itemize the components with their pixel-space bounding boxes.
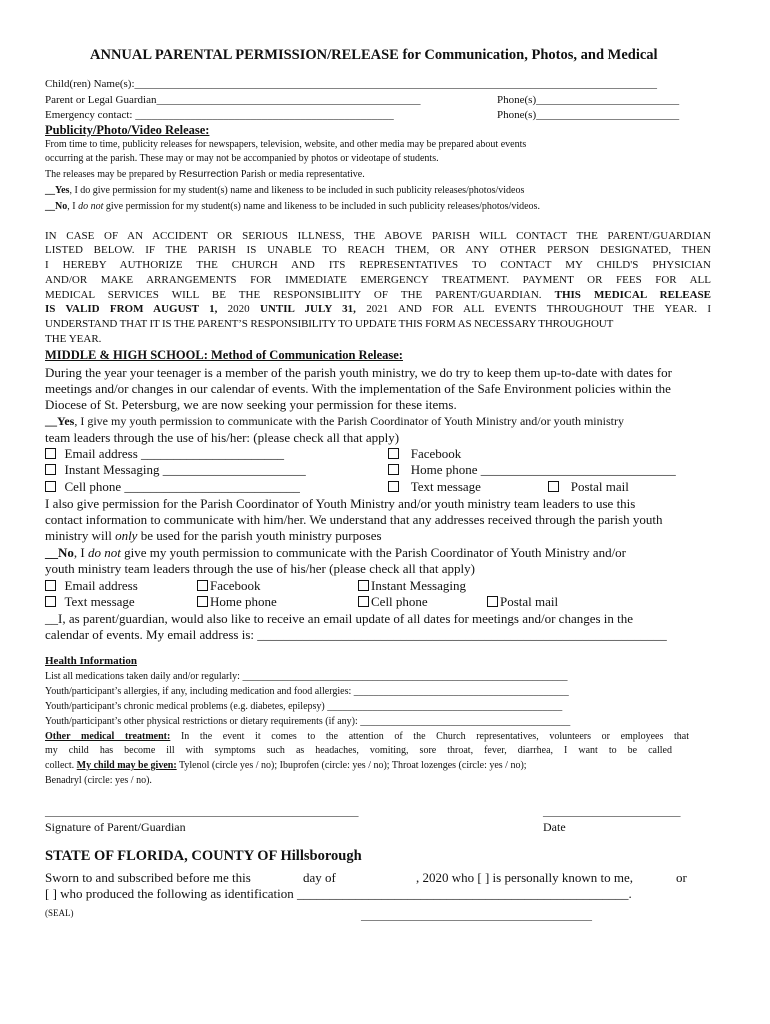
notary-heading: STATE OF FLORIDA, COUNTY OF Hillsborough	[45, 848, 362, 864]
checkbox-icon[interactable]	[45, 580, 56, 591]
parent-phone-field[interactable]: Phone(s)__________________________	[497, 94, 680, 106]
chronic-problems-field[interactable]: Youth/participant’s chronic medical problems (e.g. diabetes, epilepsy) _______________________________________________	[45, 701, 563, 712]
medical-text-2: LISTED BELOW. IF THE PARISH IS UNABLE TO REACH THEM, OR ANY OTHER PERSON DESIGNATED, THEN	[45, 244, 711, 256]
checkbox-icon[interactable]	[388, 464, 399, 475]
yes-text-checkbox[interactable]: Text message	[388, 479, 481, 495]
other-treatment-1: Other medical treatment: In the event it comes to the attention of the Church representatives, volunteers or employees that	[45, 731, 689, 742]
email-address-field[interactable]: calendar of events. My email address is: _______________________________________________________________	[45, 627, 667, 642]
checkbox-icon[interactable]	[45, 448, 56, 459]
checkbox-icon[interactable]	[388, 481, 399, 492]
communication-text-2: meetings and/or changes in our calendar of events. With the implementation of the Safe Environment policies within the	[45, 381, 671, 396]
yes-cell-checkbox[interactable]: Cell phone ___________________________	[45, 479, 300, 495]
yes-facebook-checkbox[interactable]: Facebook	[388, 446, 461, 462]
medical-text-3: I HEREBY AUTHORIZE THE CHURCH AND ITS REPRESENTATIVES TO CONTACT MY CHILD'S PHYSICIAN	[45, 259, 711, 271]
other-treatment-4: Benadryl (circle: yes / no).	[45, 775, 152, 786]
checkbox-icon[interactable]	[197, 580, 208, 591]
communication-text-1: During the year your teenager is a member of the parish youth ministry, we do try to keep them up-to-date with dates for	[45, 365, 672, 380]
sworn-text-b: day of	[303, 870, 336, 885]
health-heading: Health Information	[45, 655, 137, 667]
publicity-yes-option[interactable]: __Yes, I do give permission for my student(s) name and likeness to be included in such publicity releases/photos/videos	[45, 185, 525, 196]
page-title: ANNUAL PARENTAL PERMISSION/RELEASE for Communication, Photos, and Medical	[90, 47, 658, 63]
communication-no-text-2: youth ministry team leaders through the use of his/her (please check all that apply)	[45, 561, 475, 576]
publicity-no-option[interactable]: __No, I do not give permission for my student(s) name and likeness to be included in such publicity releases/photos/videos.	[45, 201, 540, 212]
emergency-contact-field[interactable]: Emergency contact: _______________________________________________	[45, 109, 394, 121]
signature-line[interactable]: _________________________________________________________	[45, 806, 359, 818]
checkbox-icon[interactable]	[358, 596, 369, 607]
other-treatment-3: collect. My child may be given: Tylenol (circle yes / no); Ibuprofen (circle: yes / no); Throat lozenges (circle: yes / no);	[45, 760, 527, 771]
medications-field[interactable]: List all medications taken daily and/or regularly: _________________________________________________________________	[45, 671, 568, 682]
no-im-checkbox[interactable]: Instant Messaging	[358, 578, 466, 594]
no-homephone-checkbox[interactable]: Home phone	[197, 594, 277, 610]
publicity-text-3: The releases may be prepared by Resurrection Parish or media representative.	[45, 168, 365, 180]
identification-field[interactable]: [ ] who produced the following as identification ___________________________________________________.	[45, 886, 632, 901]
sworn-text-d: or	[676, 870, 687, 885]
publicity-text-2: occurring at the parish. These may or may not be accompanied by photos or videotape of students.	[45, 153, 439, 164]
email-update-option[interactable]: __I, as parent/guardian, would also like to receive an email update of all dates for meetings and/or changes in the	[45, 611, 634, 626]
no-cell-checkbox[interactable]: Cell phone	[358, 594, 428, 610]
date-line[interactable]: _________________________	[543, 806, 681, 818]
restrictions-field[interactable]: Youth/participant’s other physical restrictions or dietary requirements (if any): __________________________________________	[45, 716, 571, 727]
medical-text-8: THE YEAR.	[45, 333, 102, 345]
allergies-field[interactable]: Youth/participant’s allergies, if any, including medication and food allergies: ___________________________________________	[45, 686, 569, 697]
communication-text-3: Diocese of St. Petersburg, we are now seeking your permission for these items.	[45, 397, 457, 412]
other-treatment-2: my child has become ill with symptoms such as headaches, vomiting, sore throat, fever, diarrhea, I want to be called	[45, 745, 672, 756]
communication-also-2: contact information to communicate with him/her. We understand that any addresses received through the parish youth	[45, 512, 663, 527]
yes-postal-checkbox[interactable]: Postal mail	[548, 479, 629, 495]
communication-yes-text-2: team leaders through the use of his/her: (please check all that apply)	[45, 430, 400, 445]
yes-im-checkbox[interactable]: Instant Messaging ______________________	[45, 462, 306, 478]
checkbox-icon[interactable]	[45, 596, 56, 607]
checkbox-icon[interactable]	[388, 448, 399, 459]
no-text-checkbox[interactable]: Text message	[45, 594, 135, 610]
sworn-text-a: Sworn to and subscribed before me this	[45, 870, 251, 885]
communication-also-1: I also give permission for the Parish Coordinator of Youth Ministry and/or youth ministry team leaders to use this	[45, 496, 636, 511]
seal-label: (SEAL)	[45, 908, 74, 918]
yes-homephone-checkbox[interactable]: Home phone ______________________________	[388, 462, 676, 478]
medical-text-1: IN CASE OF AN ACCIDENT OR SERIOUS ILLNESS, THE ABOVE PARISH WILL CONTACT THE PARENT/GUARDIAN	[45, 230, 711, 242]
publicity-text-1: From time to time, publicity releases for newspapers, television, website, and other media may be prepared about events	[45, 139, 527, 150]
medical-text-4: AND/OR MAKE ARRANGEMENTS FOR IMMEDIATE EMERGENCY TREATMENT. PAYMENT OR FEES FOR ALL	[45, 274, 711, 286]
sworn-text-c: , 2020 who [ ] is personally known to me,	[416, 870, 634, 885]
signature-label: Signature of Parent/Guardian	[45, 820, 186, 834]
date-label: Date	[543, 820, 566, 834]
checkbox-icon[interactable]	[45, 464, 56, 475]
medical-text-5: MEDICAL SERVICES WILL BE THE RESPONSIBLIITY OF THE PARENT/GUARDIAN. THIS MEDICAL RELEASE	[45, 289, 711, 301]
checkbox-icon[interactable]	[548, 481, 559, 492]
publicity-heading: Publicity/Photo/Video Release:	[45, 123, 210, 137]
parent-guardian-field[interactable]: Parent or Legal Guardian________________________________________________	[45, 94, 421, 106]
children-names-field[interactable]: Child(ren) Name(s):_______________________________________________________________________________________________	[45, 78, 657, 90]
no-email-checkbox[interactable]: Email address	[45, 578, 138, 594]
no-facebook-checkbox[interactable]: Facebook	[197, 578, 261, 594]
checkbox-icon[interactable]	[45, 481, 56, 492]
checkbox-icon[interactable]	[358, 580, 369, 591]
medical-text-7: UNDERSTAND THAT IT IS THE PARENT’S RESPONSIBILITY TO UPDATE THIS FORM AS NECESSARY THROUGHOUT	[45, 318, 614, 330]
medical-text-6: IS VALID FROM AUGUST 1, 2020 UNTIL JULY 31, 2021 AND FOR ALL EVENTS THROUGHOUT THE YEAR. I	[45, 303, 711, 315]
communication-no-option[interactable]: __No, I do not give my youth permission to communicate with the Parish Coordinator of Youth Ministry and/or	[45, 545, 627, 560]
notary-signature-line[interactable]: __________________________________________	[361, 910, 592, 922]
communication-also-3: ministry will only be used for the parish youth ministry purposes	[45, 528, 382, 543]
yes-email-checkbox[interactable]: Email address ______________________	[45, 446, 284, 462]
emergency-phone-field[interactable]: Phone(s)__________________________	[497, 109, 680, 121]
checkbox-icon[interactable]	[197, 596, 208, 607]
communication-heading: MIDDLE & HIGH SCHOOL: Method of Communication Release:	[45, 348, 403, 362]
communication-yes-option[interactable]: __Yes, I give my youth permission to communicate with the Parish Coordinator of Youth Ministry and/or youth ministry	[45, 414, 624, 428]
checkbox-icon[interactable]	[487, 596, 498, 607]
no-postal-checkbox[interactable]: Postal mail	[487, 594, 558, 610]
